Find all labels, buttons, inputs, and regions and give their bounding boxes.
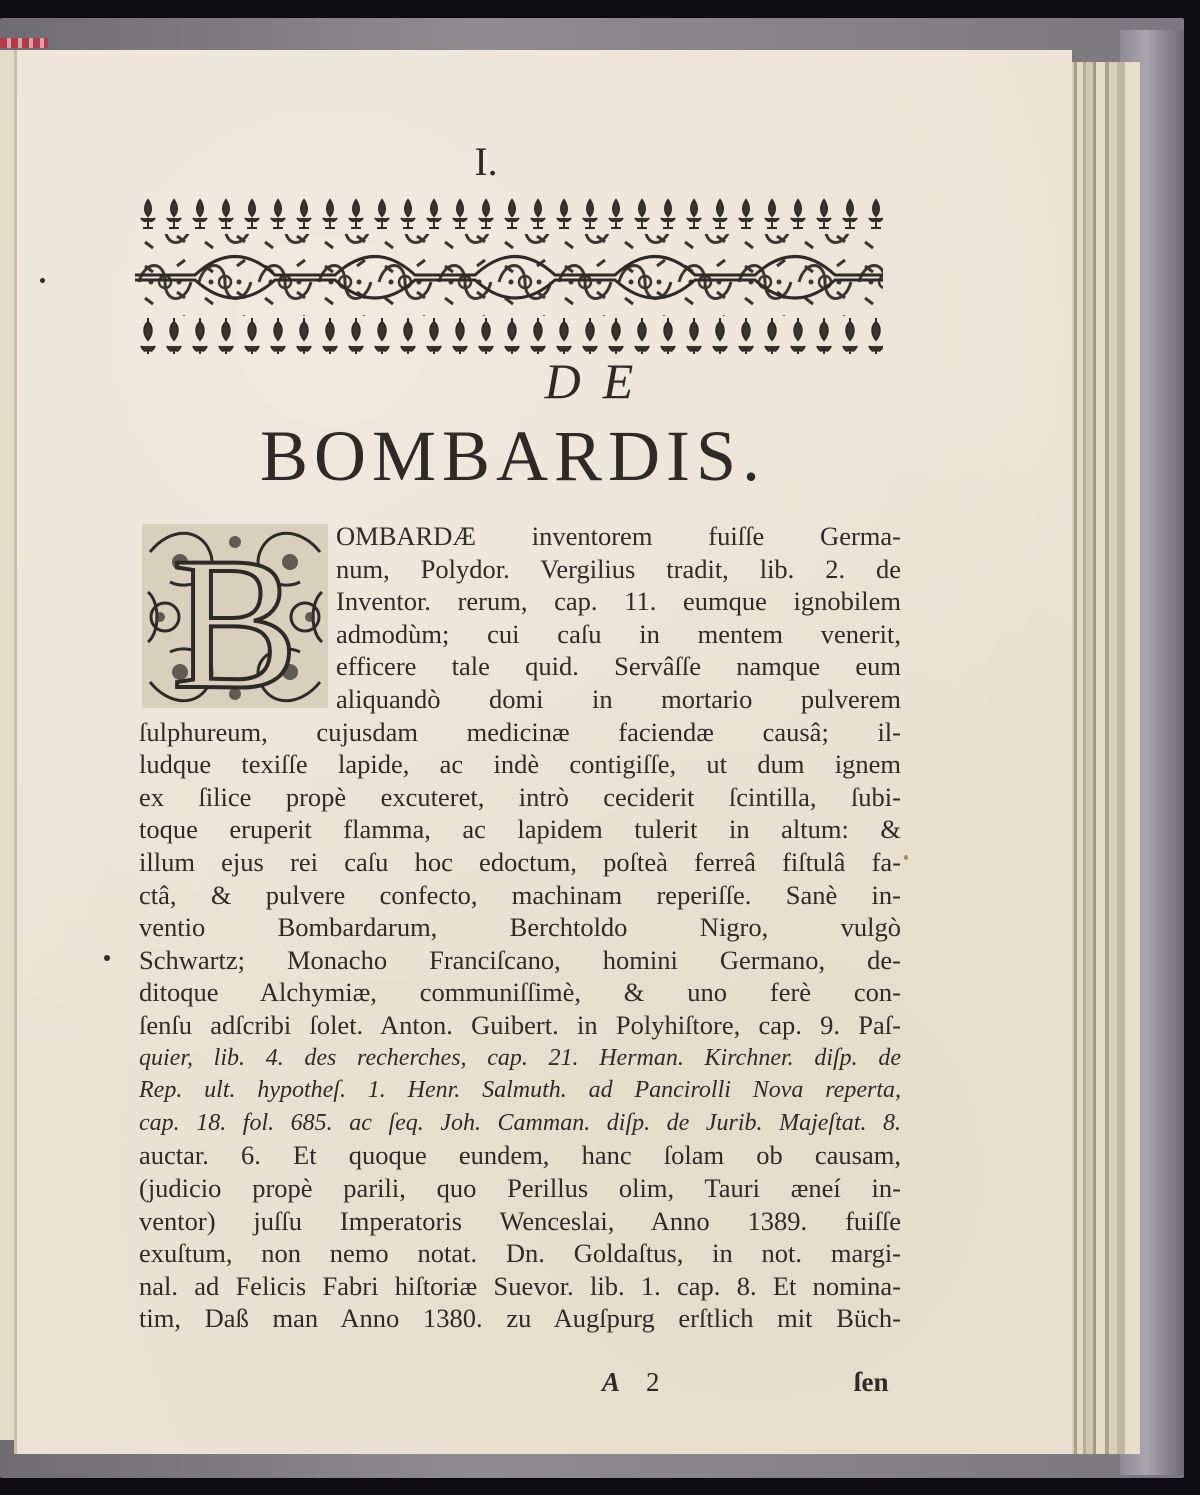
text-line: ſenſu adſcribi ſolet. Anton. Guibert. in Polyhiſtore, cap. 9. Paſ- — [139, 1010, 901, 1040]
text-line: Rep. ult. hypotheſ. 1. Henr. Salmuth. ad Pancirolli Nova reperta, — [139, 1077, 901, 1104]
text-line: illum ejus rei caſu hoc edoctum, poſteà ferreâ fiſtulâ fa- — [139, 847, 901, 877]
text-line: cap. 18. fol. 685. ac ſeq. Joh. Camman. diſp. de Jurib. Majeſtat. 8. — [139, 1109, 901, 1136]
gutter-strip — [0, 50, 14, 1440]
text-line: ventor) juſſu Imperatoris Wenceslai, Anno 1389. fuiſſe — [139, 1205, 901, 1236]
catchword: ſen — [854, 1367, 889, 1397]
signature-letter: A — [602, 1367, 621, 1397]
text-line: aliquandò domi in mortario pulverem — [336, 684, 901, 714]
text-line: ſulphureum, cujusdam medicinæ faciendæ causâ; il- — [139, 716, 901, 747]
text-line: OMBARDÆ inventorem fuiſſe Germa- — [336, 521, 901, 551]
decorated-initial-b — [140, 522, 330, 710]
text-line: nal. ad Felicis Fabri hiſtoriæ Suevor. lib. 1. cap. 8. Et nomina- — [139, 1270, 901, 1301]
red-binding-mark — [0, 38, 48, 48]
page-title: BOMBARDIS. — [259, 416, 767, 496]
text-line: efficere tale quid. Servâſſe namque eum — [336, 651, 901, 682]
text-line: ex ſilice propè excuteret, intrò ceciderit ſcintilla, ſubi- — [139, 781, 901, 812]
text-line: num, Polydor. Vergilius tradit, lib. 2. de — [336, 553, 901, 584]
page-block-edges — [1065, 62, 1140, 1454]
text-line: toque eruperit flamma, ac lapidem tulerit in altum: & — [139, 814, 901, 845]
text-line: tim, Daß man Anno 1380. zu Augſpurg erſtlich mit Büch- — [139, 1303, 901, 1334]
heading-de: DE — [544, 353, 656, 409]
page-gutter-line — [14, 50, 17, 1454]
ornamental-headpiece — [135, 198, 883, 354]
text-line: exuſtum, non nemo notat. Dn. Goldaſtus, in not. margi- — [139, 1238, 901, 1269]
ink-speck — [40, 278, 45, 283]
ink-speck — [104, 955, 110, 961]
text-line: quier, lib. 4. des recherches, cap. 21. Herman. Kirchner. diſp. de — [139, 1044, 901, 1071]
text-line: ludque texiſſe lapide, ac indè contigiſſe, ut dum ignem — [139, 749, 901, 780]
signature-number: 2 — [646, 1367, 660, 1397]
svg-text:B: B — [171, 522, 299, 710]
text-line: Schwartz; Monacho Franciſcano, homini Germano, de- — [139, 944, 901, 975]
text-line: ditoque Alchymiæ, communiſſimè, & uno ferè con- — [139, 977, 901, 1008]
text-line: auctar. 6. Et quoque eundem, hanc ſolam ob causam, — [139, 1140, 901, 1171]
text-line: (judicio propè parili, quo Perillus olim, Tauri æneí in- — [139, 1173, 901, 1203]
text-line: Inventor. rerum, cap. 11. eumque ignobilem — [336, 586, 901, 617]
text-line: ventio Bombardarum, Berchtoldo Nigro, vulgò — [139, 912, 901, 943]
text-line: ctâ, & pulvere confecto, machinam reperiſſe. Sanè in- — [139, 879, 901, 910]
text-line: admodùm; cui caſu in mentem venerit, — [336, 618, 901, 649]
chapter-number: I. — [474, 139, 498, 184]
stain-speck — [904, 855, 908, 860]
